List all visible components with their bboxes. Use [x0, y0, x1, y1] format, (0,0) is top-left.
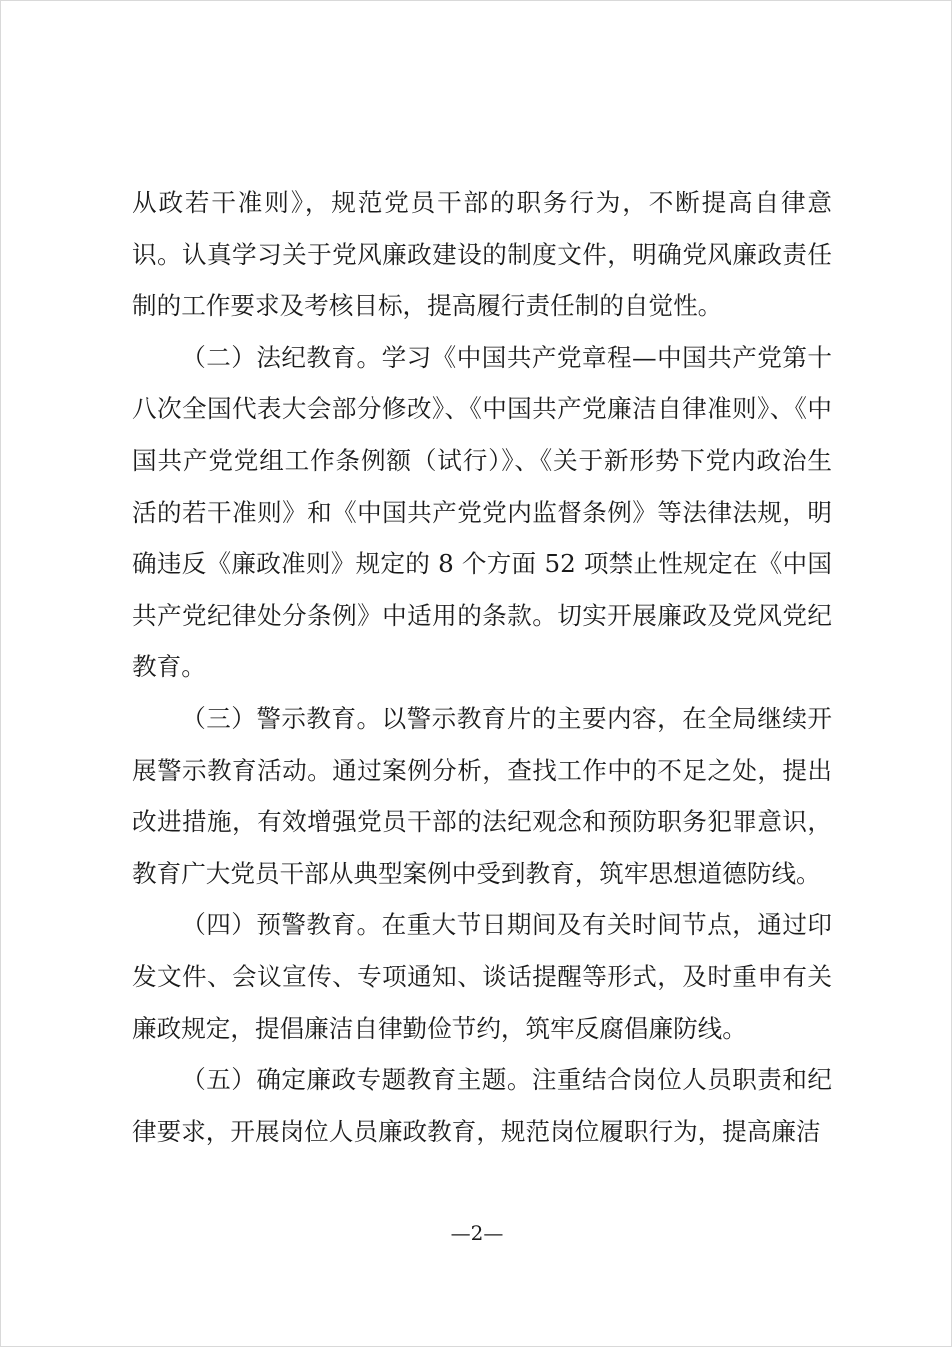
paragraph-alert-education: （四）预警教育。在重大节日期间及有关时间节点，通过印发文件、会议宣传、专项通知、谈话提醒等形式，及时重申有关廉政规定，提倡廉洁自律勤俭节约，筑牢反腐倡廉防线。	[132, 910, 832, 1043]
paragraph-legal-education: （二）法纪教育。学习《中国共产党章程—中国共产党第十八次全国代表大会部分修改》、《中国共产党廉洁自律准则》、《中国共产党党组工作条例额（试行）》、《关于新形势下党内政治生活的若干准则》和《中国共产党党内监督条例》等法律法规，明确违反《廉政准则》规定的 8 个方面 52 项禁止性规定在《中国共产党纪律处分条例》中适用的条款。切实开展廉政及党风党纪教育。	[132, 342, 832, 682]
page-number: —2—	[450, 1221, 504, 1245]
paragraph-continuation: 从政若干准则》，规范党员干部的职务行为，不断提高自律意识。认真学习关于党风廉政建设的制度文件，明确党风廉政责任制的工作要求及考核目标，提高履行责任制的自觉性。	[132, 188, 832, 321]
paragraph-thematic-education: （五）确定廉政专题教育主题。注重结合岗位人员职责和纪律要求，开展岗位人员廉政教育，规范岗位履职行为，提高廉洁	[132, 1065, 832, 1146]
document-body	[132, 177, 832, 1157]
paragraph-warning-education: （三）警示教育。以警示教育片的主要内容，在全局继续开展警示教育活动。通过案例分析，查找工作中的不足之处，提出改进措施，有效增强党员干部的法纪观念和预防职务犯罪意识，教育广大党员干部从典型案例中受到教育，筑牢思想道德防线。	[132, 703, 832, 888]
